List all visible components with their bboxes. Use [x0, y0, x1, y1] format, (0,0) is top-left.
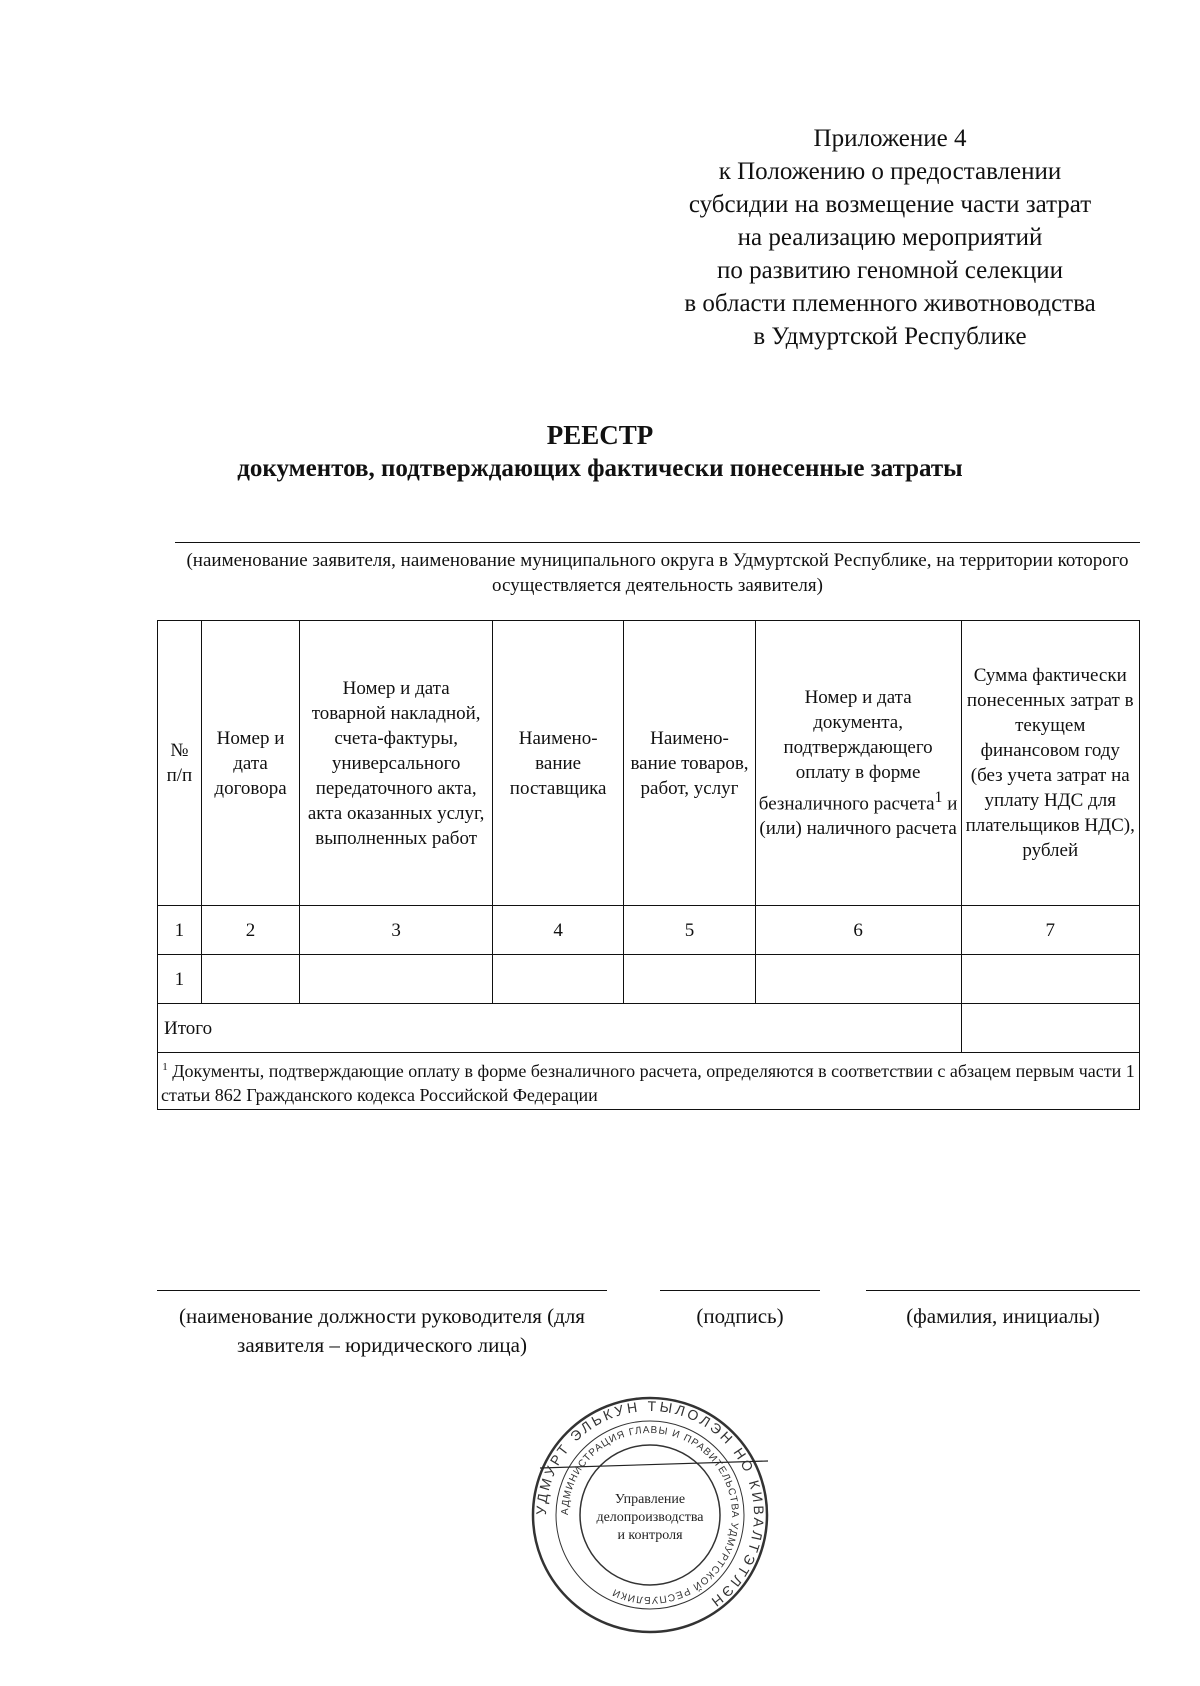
- appendix-line: субсидии на возмещение части затрат: [688, 191, 1092, 218]
- seal-center-line: делопроизводства: [596, 1510, 704, 1525]
- column-number: 4: [492, 906, 623, 955]
- header-cell-contract: Номер и дата договора: [201, 621, 300, 906]
- official-seal-stamp: [530, 1395, 770, 1635]
- appendix-line: в Удмуртской Республике: [753, 323, 1027, 350]
- cell-supplier[interactable]: [492, 955, 623, 1004]
- header-cell-amount: Сумма фактически понесенных затрат в текущем финансовом году (без учета затрат на уплату НДС для плательщиков НДС), рублей: [961, 621, 1140, 906]
- header-cell-number: № п/п: [158, 621, 202, 906]
- applicant-name-line[interactable]: [175, 542, 1140, 543]
- title-subtitle: документов, подтверждающих фактически понесенные затраты: [237, 455, 963, 482]
- seal-inner-text: АДМИНИСТРАЦИЯ ГЛАВЫ И ПРАВИТЕЛЬСТВА УДМУРТСКОЙ РЕСПУБЛИКИ: [559, 1424, 741, 1606]
- row-number: 1: [158, 955, 202, 1004]
- signature-line[interactable]: [660, 1290, 820, 1291]
- total-amount-cell[interactable]: [961, 1004, 1140, 1053]
- title-main: РЕЕСТР: [546, 420, 654, 450]
- table-header-row: [158, 621, 1140, 906]
- appendix-line: к Положению о предоставлении: [718, 158, 1062, 185]
- header-payment-tail: и (или) наличного расчета: [759, 793, 958, 840]
- position-caption: (наименование должности руководителя (для заявителя – юридического лица): [179, 1304, 585, 1357]
- cell-payment-document[interactable]: [755, 955, 961, 1004]
- header-cell-invoice: Номер и дата товарной накладной, счета-фактуры, универсального передаточного акта, акта оказанных услуг, выполненных работ: [300, 621, 493, 906]
- name-signature-line[interactable]: [866, 1290, 1140, 1291]
- appendix-line: по развитию геномной селекции: [716, 257, 1064, 284]
- column-number: 7: [961, 906, 1140, 955]
- signature-caption: (подпись): [696, 1304, 784, 1328]
- cell-contract[interactable]: [201, 955, 300, 1004]
- appendix-block: [640, 122, 1140, 353]
- footnote-mark: 1: [162, 1061, 168, 1073]
- header-cell-supplier: Наимено-вание поставщика: [492, 621, 623, 906]
- cell-goods[interactable]: [624, 955, 755, 1004]
- cell-amount[interactable]: [961, 955, 1140, 1004]
- applicant-caption: (наименование заявителя, наименование муниципального округа в Удмуртской Республике, на территории которого осуществляется деятельность заявителя): [186, 550, 1129, 596]
- appendix-line: Приложение 4: [813, 125, 967, 152]
- seal-center-line: и контроля: [617, 1528, 683, 1543]
- column-numbers-row: [158, 906, 1140, 955]
- total-label: Итого: [158, 1004, 962, 1053]
- column-number: 3: [300, 906, 493, 955]
- header-payment-text: Номер и дата документа, подтверждающего оплату в форме безналичного расчета: [758, 686, 935, 815]
- column-number: 1: [158, 906, 202, 955]
- position-signature-line[interactable]: [157, 1290, 607, 1291]
- footnote-row: [158, 1053, 1140, 1110]
- header-cell-goods: Наимено-вание товаров, работ, услуг: [624, 621, 755, 906]
- footnote-text: Документы, подтверждающие оплату в форме безналичного расчета, определяются в соответствии с абзацем первым части 1 статьи 862 Гражданского кодекса Российской Федерации: [161, 1061, 1135, 1105]
- footnote-text-cell: [158, 1053, 1140, 1110]
- column-number: 2: [201, 906, 300, 955]
- column-number: 5: [624, 906, 755, 955]
- table-row: [158, 955, 1140, 1004]
- cell-invoice[interactable]: [300, 955, 493, 1004]
- appendix-line: на реализацию мероприятий: [737, 224, 1043, 251]
- registry-table: [157, 620, 1140, 1110]
- appendix-line: в области племенного животноводства: [684, 290, 1096, 317]
- total-row: [158, 1004, 1140, 1053]
- seal-center-line: Управление: [614, 1492, 686, 1507]
- header-cell-payment-document: [755, 621, 961, 906]
- name-caption: (фамилия, инициалы): [906, 1304, 1100, 1328]
- document-title: [0, 418, 1200, 486]
- seal-outer-text: УДМУРТ ЭЛЬКУН ТЫЛОЛЭН НО КИВАЛТЭТЛЭН: [532, 1397, 768, 1612]
- footnote-ref: 1: [934, 788, 943, 806]
- column-number: 6: [755, 906, 961, 955]
